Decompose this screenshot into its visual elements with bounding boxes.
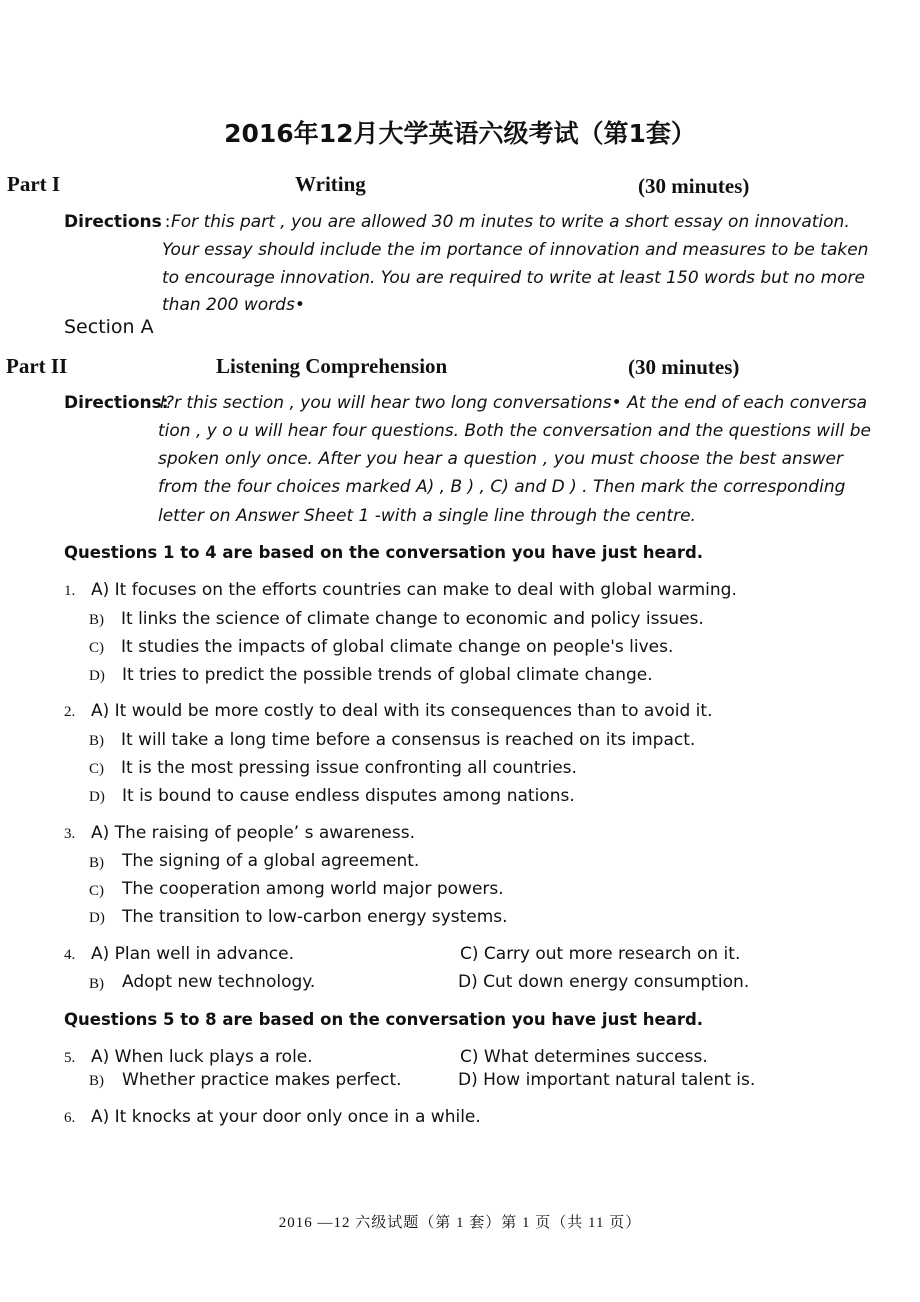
part2-directions-line-2: tion , y o u will hear four questions. Both the conversation and the questions will be: [158, 421, 872, 441]
question-4-option-b-letter: B): [89, 976, 104, 992]
question-6-option-a: A) It knocks at your door only once in a while.: [91, 1107, 481, 1127]
question-4-option-c: C) Carry out more research on it.: [460, 944, 741, 964]
question-1-option-b: It links the science of climate change to economic and policy issues.: [121, 609, 704, 629]
question-2-option-d-letter: D): [89, 789, 105, 805]
question-1-option-c-letter: C): [89, 640, 104, 656]
question-3-option-d-letter: D): [89, 910, 105, 926]
part1-directions-line-3: to encourage innovation. You are required to write at least 150 words but no more: [162, 268, 866, 288]
part1-time: (30 minutes): [638, 174, 750, 198]
question-4-option-d: D) Cut down energy consumption.: [458, 972, 750, 992]
part2-time: (30 minutes): [628, 355, 740, 379]
question-2-number: 2.: [64, 704, 76, 720]
question-2-option-a: A) It would be more costly to deal with its consequences than to avoid it.: [91, 701, 713, 721]
questions-1-4-heading: Questions 1 to 4 are based on the conversation you have just heard.: [64, 543, 704, 562]
page-footer: 2016 —12 六级试题（第 1 套）第 1 页（共 11 页）: [278, 1215, 642, 1231]
part1-directions-label: Directions :: [64, 212, 171, 232]
exam-title: 2016年12月大学英语六级考试（第1套）: [224, 119, 696, 148]
question-1-number: 1.: [64, 583, 76, 599]
question-4-option-a: A) Plan well in advance.: [91, 944, 295, 964]
question-5-option-a: A) When luck plays a role.: [91, 1047, 313, 1067]
question-1-option-b-letter: B): [89, 612, 104, 628]
question-5-number: 5.: [64, 1050, 76, 1066]
part2-directions-line-5: letter on Answer Sheet 1 -with a single line through the centre.: [158, 506, 696, 526]
part2-name: Listening Comprehension: [216, 354, 448, 378]
question-1-option-c: It studies the impacts of global climate change on people's lives.: [121, 637, 674, 657]
part2-directions-line-1: I?r this section , you will hear two long conversations• At the end of each conversa: [160, 393, 868, 413]
question-3-option-c: The cooperation among world major powers.: [122, 879, 504, 899]
part2-directions-line-3: spoken only once. After you hear a question , you must choose the best answer: [158, 449, 843, 469]
part1-directions-line-4: than 200 words•: [162, 295, 305, 315]
question-2-option-d: It is bound to cause endless disputes among nations.: [122, 786, 575, 806]
question-3-option-c-letter: C): [89, 883, 104, 899]
question-3-option-d: The transition to low-carbon energy systems.: [122, 907, 508, 927]
part1-directions-line-2: Your essay should include the im portance of innovation and measures to be taken: [162, 240, 869, 260]
question-6-number: 6.: [64, 1110, 76, 1126]
question-5-option-b-letter: B): [89, 1073, 104, 1089]
questions-5-8-heading: Questions 5 to 8 are based on the conversation you have just heard.: [64, 1010, 704, 1029]
part1-label: Part I: [7, 172, 61, 196]
question-5-option-b: Whether practice makes perfect.: [122, 1070, 402, 1090]
question-4-number: 4.: [64, 947, 76, 963]
question-1-option-a: A) It focuses on the efforts countries can make to deal with global warming.: [91, 580, 737, 600]
part1-directions-line-1: For this part , you are allowed 30 m inutes to write a short essay on innovation.: [171, 212, 850, 232]
question-1-option-d: It tries to predict the possible trends of global climate change.: [122, 665, 653, 685]
question-3-option-b-letter: B): [89, 855, 104, 871]
question-3-option-b: The signing of a global agreement.: [122, 851, 420, 871]
part2-directions-label: Directions:: [64, 393, 169, 413]
question-2-option-c: It is the most pressing issue confronting all countries.: [121, 758, 577, 778]
question-2-option-c-letter: C): [89, 761, 104, 777]
part2-directions-line-4: from the four choices marked A) , B ) , C) and D ) . Then mark the corresponding: [158, 477, 846, 497]
question-2-option-b: It will take a long time before a consensus is reached on its impact.: [121, 730, 696, 750]
part1-name: Writing: [295, 172, 366, 196]
question-3-number: 3.: [64, 826, 76, 842]
question-5-option-d: D) How important natural talent is.: [458, 1070, 756, 1090]
section-a-heading: Section A: [64, 316, 154, 338]
question-3-option-a: A) The raising of people’ s awareness.: [91, 823, 416, 843]
question-2-option-b-letter: B): [89, 733, 104, 749]
part2-label: Part II: [6, 354, 68, 378]
question-5-option-c: C) What determines success.: [460, 1047, 708, 1067]
question-4-option-b: Adopt new technology.: [122, 972, 316, 992]
question-1-option-d-letter: D): [89, 668, 105, 684]
